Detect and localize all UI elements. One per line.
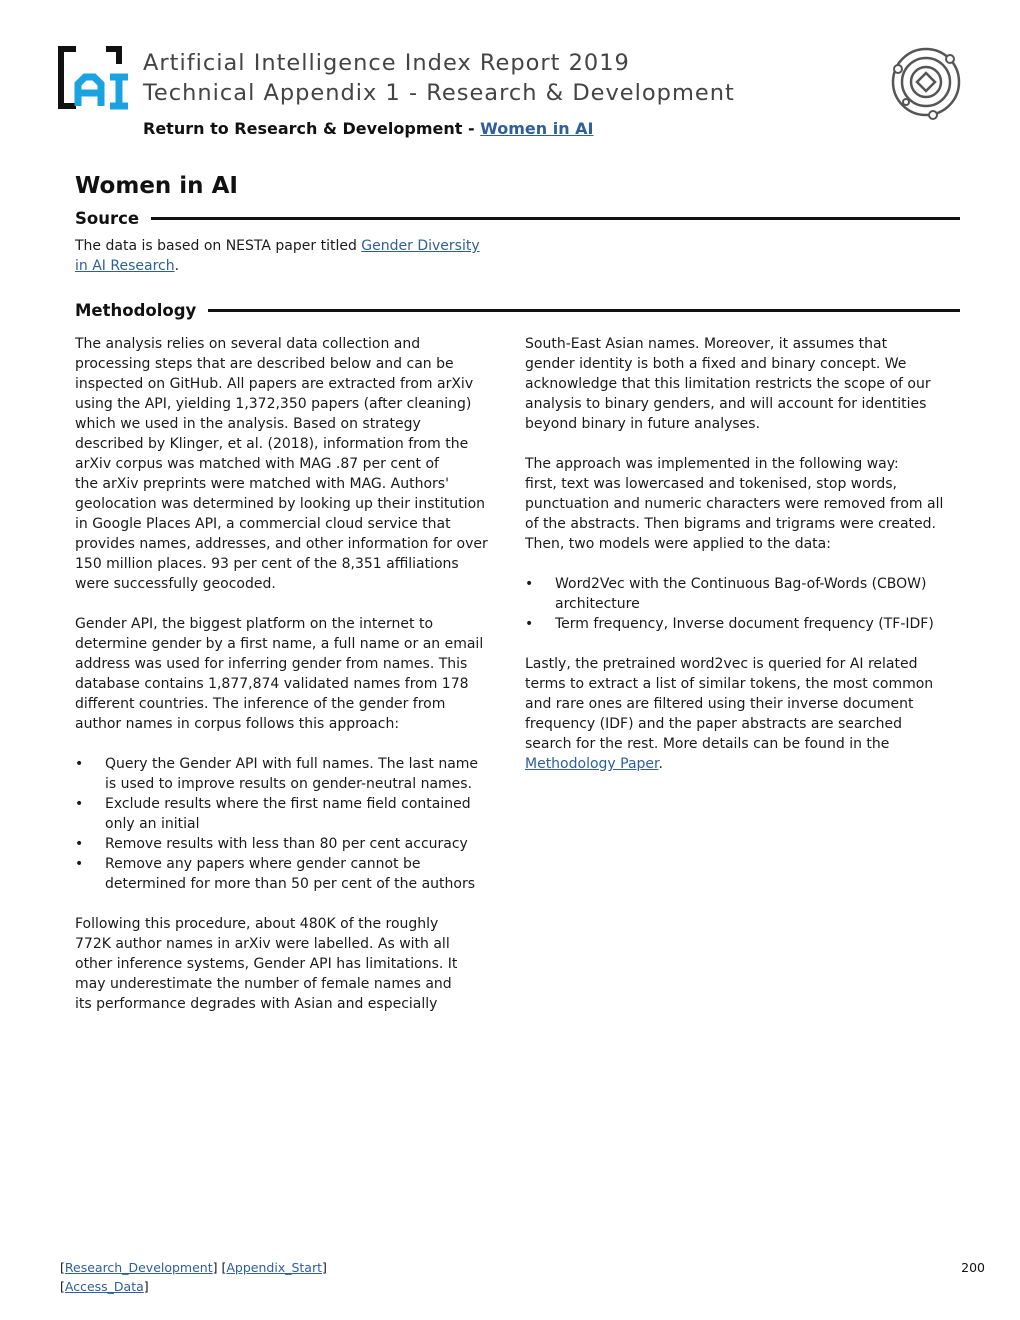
- text-line: beyond binary in future analyses.: [525, 416, 761, 432]
- list-item-text: Query the Gender API with full names. The last name: [105, 756, 479, 772]
- source-heading: [75, 206, 960, 230]
- list-item-text: determined for more than 50 per cent of the authors: [105, 876, 476, 892]
- return-prefix: Return to Research & Development -: [143, 119, 481, 138]
- left-bullet-list: [75, 754, 478, 894]
- text-line: punctuation and numeric characters were removed from all: [525, 496, 944, 512]
- source-text: [75, 236, 480, 276]
- text-line: using the API, yielding 1,372,350 papers (after cleaning): [75, 396, 472, 412]
- text-line: Lastly, the pretrained word2vec is queried for AI related: [525, 656, 918, 672]
- text-line: which we used in the analysis. Based on strategy: [75, 416, 421, 432]
- text-line: author names in corpus follows this approach:: [75, 716, 400, 732]
- list-item: [75, 754, 478, 794]
- text-line: frequency (IDF) and the paper abstracts are searched: [525, 716, 903, 732]
- text-line: arXiv corpus was matched with MAG .87 per cent of: [75, 456, 439, 472]
- list-item: [75, 834, 478, 854]
- source-heading-label: Source: [75, 208, 140, 228]
- text-line: analysis to binary genders, and will account for identities: [525, 396, 927, 412]
- text-line: South-East Asian names. Moreover, it assumes that: [525, 336, 888, 352]
- list-item-text: architecture: [555, 596, 640, 612]
- section-divider: [151, 217, 960, 220]
- right-para-3-body: [525, 656, 933, 752]
- text-line: acknowledge that this limitation restricts the scope of our: [525, 376, 931, 392]
- text-line: the arXiv preprints were matched with MAG. Authors': [75, 476, 449, 492]
- access-data-link[interactable]: Access_Data: [64, 1279, 144, 1294]
- list-item-text: Term frequency, Inverse document frequency (TF-IDF): [555, 616, 934, 632]
- list-item: [525, 614, 934, 634]
- text-line: Following this procedure, about 480K of the roughly: [75, 916, 439, 932]
- appendix-start-link[interactable]: Appendix_Start: [226, 1260, 322, 1275]
- bullet-icon: •: [75, 756, 84, 772]
- page-number: 200: [961, 1260, 985, 1275]
- text-line: different countries. The inference of the gender from: [75, 696, 446, 712]
- text-line: determine gender by a first name, a full name or an email: [75, 636, 484, 652]
- text-line: gender identity is both a fixed and binary concept. We: [525, 356, 907, 372]
- source-suffix: .: [174, 258, 180, 274]
- left-para-2: [75, 614, 483, 734]
- footer-links: [Research_Development] [Appendix_Start] [Access_Data]: [60, 1260, 327, 1294]
- return-line: [143, 118, 594, 140]
- text-line: 772K author names in arXiv were labelled. As with all: [75, 936, 450, 952]
- text-line: in Google Places API, a commercial cloud service that: [75, 516, 451, 532]
- right-para-1: [525, 334, 931, 434]
- bullet-icon: •: [75, 836, 84, 852]
- left-para-3: [75, 914, 457, 1014]
- bullet-icon: •: [525, 576, 534, 592]
- text-line: of the abstracts. Then bigrams and trigrams were created.: [525, 516, 936, 532]
- text-line: first, text was lowercased and tokenised, stop words,: [525, 476, 897, 492]
- bullet-icon: •: [75, 856, 84, 872]
- text-line: The approach was implemented in the following way:: [525, 456, 899, 472]
- list-item-text: Exclude results where the first name field contained: [105, 796, 471, 812]
- methodology-heading: [75, 298, 960, 322]
- bullet-icon: •: [525, 616, 534, 632]
- section-divider: [208, 309, 960, 312]
- gender-diversity-link[interactable]: Gender Diversity: [361, 238, 480, 254]
- page-title: Women in AI: [75, 173, 238, 199]
- list-item: [75, 794, 478, 834]
- text-line: were successfully geocoded.: [75, 576, 276, 592]
- right-link-suffix: .: [658, 756, 663, 772]
- right-para-3: [525, 654, 933, 774]
- research-development-link[interactable]: Research_Development: [64, 1260, 213, 1275]
- list-item-text: Remove results with less than 80 per cent accuracy: [105, 836, 468, 852]
- bullet-icon: •: [75, 796, 84, 812]
- text-line: database contains 1,877,874 validated names from 178: [75, 676, 469, 692]
- list-item-text: only an initial: [105, 816, 200, 832]
- text-line: processing steps that are described below and can be: [75, 356, 454, 372]
- list-item-text: is used to improve results on gender-neutral names.: [105, 776, 473, 792]
- report-title: Artificial Intelligence Index Report 2019: [143, 50, 630, 76]
- list-item-text: Word2Vec with the Continuous Bag-of-Words (CBOW): [555, 576, 927, 592]
- text-line: The analysis relies on several data collection and: [75, 336, 421, 352]
- women-in-ai-link[interactable]: Women in AI: [480, 119, 594, 138]
- text-line: geolocation was determined by looking up their institution: [75, 496, 486, 512]
- text-line: address was used for inferring gender from names. This: [75, 656, 468, 672]
- methodology-paper-link[interactable]: Methodology Paper: [525, 756, 659, 772]
- text-line: Then, two models were applied to the data:: [525, 536, 831, 552]
- ai-index-logo: [58, 46, 130, 110]
- methodology-heading-label: Methodology: [75, 300, 197, 320]
- text-line: its performance degrades with Asian and especially: [75, 996, 438, 1012]
- text-line: described by Klinger, et al. (2018), information from the: [75, 436, 469, 452]
- text-line: search for the rest. More details can be found in the: [525, 736, 890, 752]
- report-subtitle: Technical Appendix 1 - Research & Development: [143, 80, 735, 106]
- text-line: other inference systems, Gender API has limitations. It: [75, 956, 458, 972]
- orbit-icon: [888, 44, 964, 120]
- text-line: and rare ones are filtered using their inverse document: [525, 696, 914, 712]
- text-line: inspected on GitHub. All papers are extracted from arXiv: [75, 376, 474, 392]
- left-para-1: [75, 334, 488, 594]
- source-text-prefix: The data is based on NESTA paper titled: [75, 238, 362, 254]
- text-line: Gender API, the biggest platform on the internet to: [75, 616, 434, 632]
- text-line: may underestimate the number of female names and: [75, 976, 452, 992]
- right-bullet-list: [525, 574, 934, 634]
- text-line: 150 million places. 93 per cent of the 8,351 affiliations: [75, 556, 459, 572]
- text-line: provides names, addresses, and other information for over: [75, 536, 488, 552]
- list-item: [75, 854, 478, 894]
- gender-diversity-link-cont[interactable]: in AI Research: [75, 258, 175, 274]
- list-item-text: Remove any papers where gender cannot be: [105, 856, 421, 872]
- list-item: [525, 574, 934, 614]
- text-line: terms to extract a list of similar tokens, the most common: [525, 676, 934, 692]
- right-para-2: [525, 454, 943, 554]
